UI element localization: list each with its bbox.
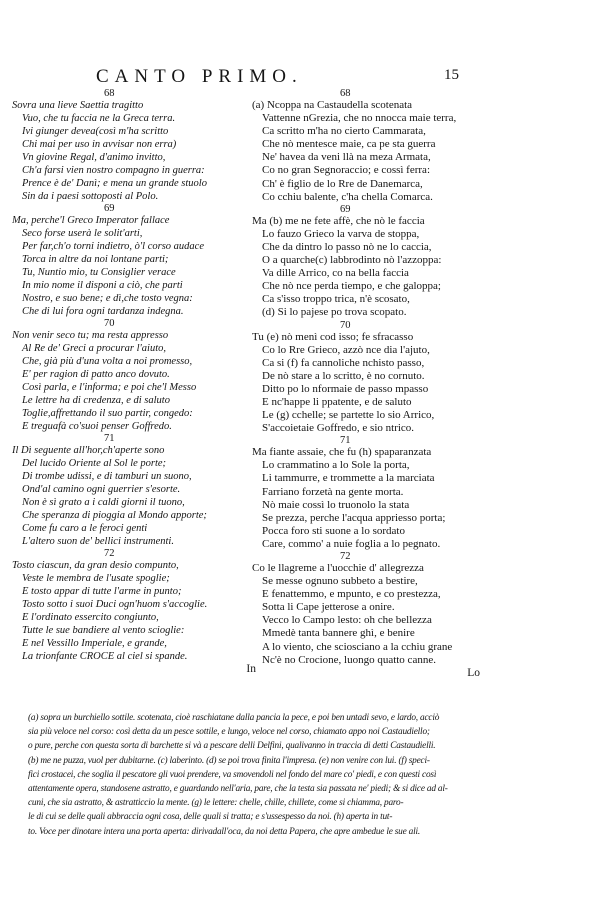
- verse-line: Tosto sotto i suoi Duci ogn'huom s'accoglie.: [22, 599, 208, 610]
- verse-line: Sovra una lieve Saettia tragitto: [12, 100, 144, 111]
- verse-line: Ditto po lo nformaie de passo mpasso: [262, 382, 429, 395]
- verse-line: Le (g) cchelle; se partette lo sio Arrico,: [262, 409, 435, 422]
- italian-verse-column: [12, 88, 256, 676]
- verse-line: Tu, Nuntio mio, tu Consiglier verace: [22, 267, 176, 278]
- verse-line: Chi mai per uso in avvisar non erra): [22, 139, 177, 150]
- verse-line: S'accoietaie Goffredo, e sio ntrico.: [262, 422, 415, 435]
- verse-line: Che da dintro lo passo nò ne lo caccia,: [262, 240, 432, 253]
- stanza-number: 70: [104, 318, 115, 329]
- verse-line: Tosto ciascun, da gran desio compunto,: [12, 560, 179, 571]
- footnote-line: attentamente opera, standosene astratto, e guardando nell'aria, pare, che la testa sia passata ne' piedi; & si dice ad al-: [28, 783, 448, 794]
- verse-line: A lo viento, che sciosciano a la cchiu grane: [262, 640, 453, 653]
- verse-line: In mio nome il disponi a ciò, che parti: [22, 280, 183, 291]
- verse-line: Ond'al camino ogni guerrier s'esorte.: [22, 484, 181, 495]
- verse-line: Ch' è figlio de lo Rre de Danemarca,: [262, 177, 423, 190]
- verse-line: Co lo Rre Grieco, azzò nce dia l'ajuto,: [262, 343, 430, 356]
- verse-line: Co no gran Segnoraccio; e cossì ferra:: [262, 164, 430, 177]
- verse-line: Ca s'isso troppo trica, n'è scosato,: [262, 293, 410, 306]
- footnote-line: sia più veloce nel corso: così detta da un pesce sottile, e lungo, veloce nel corso, chiamato appo noi Castaudiello;: [28, 727, 430, 738]
- verse-line: Sotta li Cape jetterose a onire.: [262, 601, 395, 614]
- verse-line: Vn giovine Regal, d'animo invitto,: [22, 152, 166, 163]
- verse-line: Lo crammatino a lo Sole la porta,: [262, 459, 410, 472]
- verse-line: Tutte le sue bandiere al vento scioglie:: [22, 625, 185, 636]
- verse-line: Nò maie cossì lo truonolo la stata: [262, 498, 410, 511]
- verse-line: Non è sì grato a i caldi giorni il tuono,: [22, 497, 185, 508]
- verse-line: Mmedè tanta bannere ghì, e benire: [262, 627, 415, 640]
- footnote-line: (b) me ne puzza, vuol per dubitarne. (c) laberinto. (d) se poi trova finita l'impresa. (e) non venire con lui. (f) speci-: [28, 755, 430, 766]
- verse-line: Nostro, e suo bene; e dì,che tosto vegna:: [22, 293, 193, 304]
- verse-line: Le lettre ha di credenza, e di saluto: [22, 395, 170, 406]
- verse-line: Che nò mentesce maie, ca pe sta guerra: [262, 138, 436, 151]
- verse-line: Ca scritto m'ha no cierto Cammarata,: [262, 125, 426, 138]
- verse-line: Lo fauzo Grieco la varva de stoppa,: [262, 227, 420, 240]
- verse-line: (d) Si lo pajese po trova scopato.: [262, 306, 407, 319]
- verse-line: Che, già più d'una volta a noi promesso,: [22, 356, 193, 367]
- footnotes: [28, 711, 588, 839]
- verse-line: Ma (b) me ne fete affè, che nò le faccia: [252, 214, 425, 227]
- footnote-line: o pure, perche con questa sorta di barchette si và a pescare delli Delfini, qualivanno in traccia di detti Castaudielli.: [28, 741, 436, 752]
- verse-line: Va dille Arrico, co na bella faccia: [262, 267, 409, 280]
- verse-line: Care, commo' a nuie foglia a lo pegnato.: [262, 537, 441, 550]
- stanza-number: 69: [340, 203, 351, 215]
- verse-line: Farriano forzetà na gente morta.: [262, 485, 404, 498]
- stanza-number: 72: [340, 551, 351, 562]
- stanza-number: 70: [340, 319, 351, 331]
- stanza-number: 71: [104, 433, 115, 444]
- footnote-line: cuni, che sia astratto, & astratticcio la mente. (g) le lettere: chelle, chille, chillete, come si chiamma, paro-: [28, 798, 404, 809]
- verse-line: Se prezza, perche l'acqua appriesso porta;: [262, 511, 446, 524]
- catchword: In: [246, 663, 256, 675]
- stanza-number: 69: [104, 203, 115, 214]
- verse-line: E nel Vessillo Imperiale, e grande,: [22, 638, 167, 649]
- verse-line: O a quarche(c) labbrodinto nò l'azzoppa:: [262, 254, 442, 267]
- verse-line: Toglie,affrettando il suo partir, congedo:: [22, 408, 193, 419]
- verse-line: Del lucido Oriente al Sol le porte;: [22, 458, 167, 469]
- verse-line: Che speranza di pioggia al Mondo apporte;: [22, 510, 207, 521]
- verse-line: Sin da i paesi sottoposti al Polo.: [22, 191, 159, 202]
- footnote-line: le di cui se delle quali abbraccia ogni cosa, delle quali si tratta; e s'ussespesso da noi. (h) aperta in tut-: [28, 812, 393, 823]
- footnote-line: to. Voce per dinotare intera una porta aperta: dirivadall'oca, da noi detta Papera, che apre ambedue le sue ali.: [28, 826, 421, 837]
- neapolitan-verse-column: [252, 88, 480, 680]
- verse-line: Torca in altre da noi lontane parti;: [22, 254, 169, 265]
- verse-line: Li tammurre, e trommette a la marciata: [262, 472, 435, 485]
- running-head: [0, 66, 598, 88]
- verse-line: Co cchiu balente, c'ha chella Comarca.: [262, 190, 433, 203]
- catchword: Lo: [467, 666, 480, 679]
- footnote-line: (a) sopra un burchiello sottile. scotenata, cioè raschiatane dalla pancia la pece, e poi ben untadi sevo, e lardo, acciò: [28, 713, 440, 723]
- verse-line: Prence è de' Danì; e mena un grande stuolo: [22, 178, 207, 189]
- verse-line: Ca si (f) fa cannoliche nchisto passo,: [262, 356, 425, 369]
- verse-line: La trionfante CROCE al ciel si spande.: [22, 651, 188, 662]
- verse-line: Che di lui fora ogni tardanza indegna.: [22, 306, 184, 317]
- page-number: 15: [444, 67, 459, 83]
- verse-line: E' per ragion di patto anco dovuto.: [22, 369, 170, 380]
- verse-line: Veste le membra de l'usate spoglie;: [22, 573, 170, 584]
- verse-line: Se messe ognuno subbeto a bestire,: [262, 575, 418, 588]
- verse-line: Che nò nce perda tiempo, e che galoppa;: [262, 280, 441, 293]
- verse-line: Pocca foro sti suone a lo sordato: [262, 524, 405, 537]
- stanza-number: 71: [340, 435, 351, 447]
- verse-line: L'altero suon de' bellici instrumenti.: [22, 536, 174, 547]
- verse-line: E fenattemmo, e mpunto, e co prestezza,: [262, 588, 441, 601]
- verse-line: Seco forse userà le solit'arti,: [22, 228, 143, 239]
- verse-line: Il Dì seguente all'hor,ch'aperte sono: [12, 445, 165, 456]
- verse-line: Nc'è no Crocione, luongo quatto canne.: [262, 653, 436, 666]
- verse-line: E nc'happe li ppatente, e de saluto: [262, 395, 412, 408]
- verse-line: (a) Ncoppa na Castaudella scotenata: [252, 99, 413, 111]
- verse-line: Per far,ch'o torni indietro, ò'l corso audace: [22, 241, 205, 252]
- verse-line: Ch'a farsi vien nostro compagno in guerra:: [22, 165, 205, 176]
- verse-line: Co le llagreme a l'uocchie d' allegrezza: [252, 562, 424, 574]
- verse-line: Come fu caro a le feroci genti: [22, 523, 148, 534]
- verse-line: Di trombe udissi, e di tamburi un suono,: [22, 471, 192, 482]
- footnote-line: fici crostacei, che soglia il pescatore gli vuoi prendere, va smovendoli nel fondo del mare co' piedi, e con questi così: [28, 769, 437, 780]
- verse-line: Vecco lo Campo lesto: oh che bellezza: [262, 614, 432, 627]
- verse-line: Ma, perche'l Greco Imperator fallace: [12, 215, 170, 226]
- verse-line: Così parla, e l'informa; e poi che'l Messo: [22, 382, 197, 393]
- verse-line: Tu (e) nò menì cod isso; fe sfracasso: [252, 330, 414, 343]
- running-title: CANTO PRIMO.: [96, 66, 303, 87]
- verse-line: E l'ordinato essercito congiunto,: [22, 612, 159, 623]
- verse-line: Ma fiante assaie, che fu (h) spaparanzata: [252, 446, 432, 459]
- verse-line: De nò stare a lo scritto, è no cornuto.: [262, 369, 425, 382]
- verse-line: E treguafà co'suoi penser Goffredo.: [22, 421, 172, 432]
- verse-line: Non venir seco tu; ma resta appresso: [12, 330, 169, 341]
- stanza-number: 68: [104, 88, 115, 99]
- verse-line: Ne' havea da veni llà na meza Armata,: [262, 151, 431, 164]
- stanza-number: 68: [340, 88, 351, 99]
- verse-line: Ivi giunger devea(così m'ha scritto: [22, 126, 169, 137]
- verse-line: Vattenne nGrezia, che no nnocca maie terra,: [262, 112, 457, 125]
- verse-line: E tosto appar di tutte l'arme in punto;: [22, 586, 182, 597]
- verse-line: Al Re de' Greci a procurar l'aiuto,: [22, 343, 166, 354]
- verse-line: Vuo, che tu faccia ne la Greca terra.: [22, 113, 176, 124]
- stanza-number: 72: [104, 548, 115, 559]
